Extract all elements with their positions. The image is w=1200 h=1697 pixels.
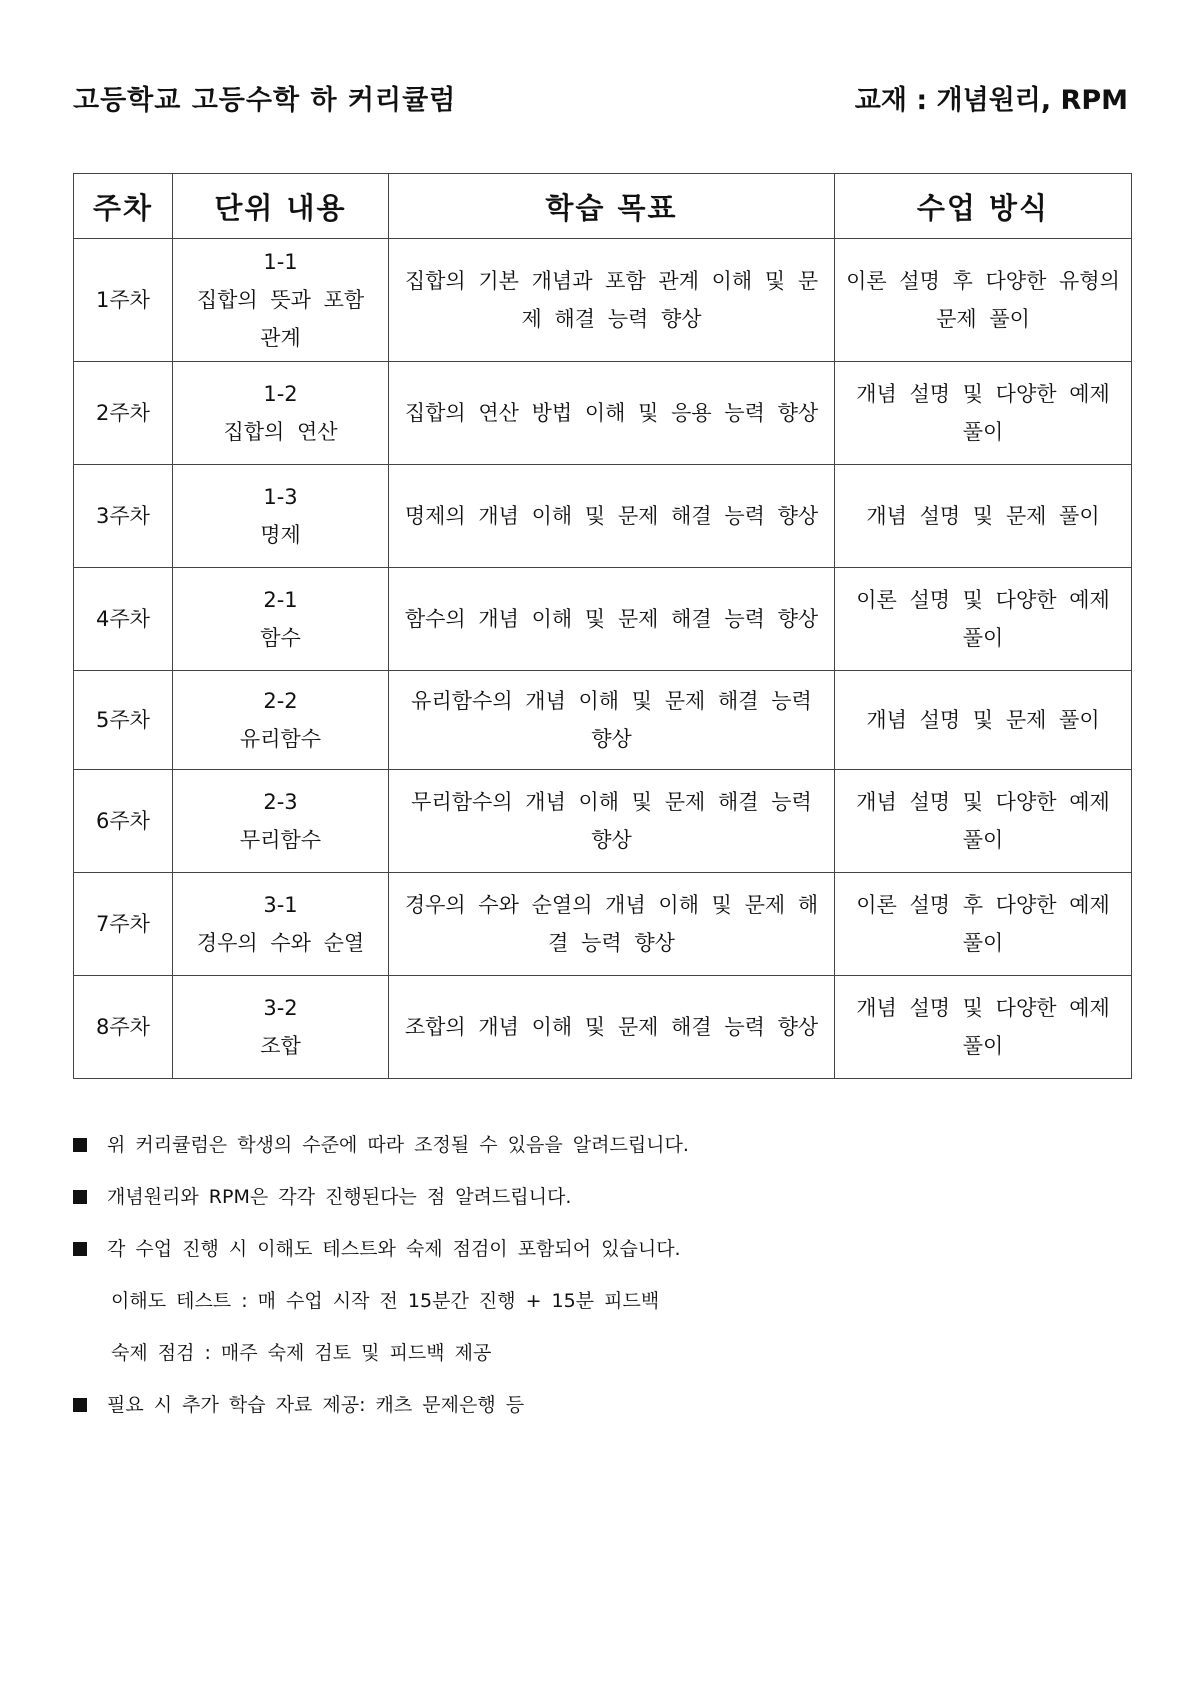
unit-cell xyxy=(173,362,389,465)
goal-cell: 집합의 연산 방법 이해 및 응용 능력 향상 xyxy=(389,362,835,465)
goal-cell: 조합의 개념 이해 및 문제 해결 능력 향상 xyxy=(389,976,835,1079)
column-header-goal: 학습 목표 xyxy=(389,174,835,239)
note-item xyxy=(73,1385,1133,1437)
goal-cell: 유리함수의 개념 이해 및 문제 해결 능력 향상 xyxy=(389,671,835,770)
square-bullet-icon xyxy=(73,1242,87,1256)
note-text: 필요 시 추가 학습 자료 제공: 캐츠 문제은행 등 xyxy=(107,1394,525,1416)
unit-code: 1-3 xyxy=(263,485,298,509)
table-row xyxy=(74,770,1132,873)
square-bullet-icon xyxy=(73,1190,87,1204)
method-cell: 이론 설명 후 다양한 예제 풀이 xyxy=(835,873,1132,976)
square-bullet-icon xyxy=(73,1138,87,1152)
method-cell: 이론 설명 후 다양한 유형의 문제 풀이 xyxy=(835,239,1132,362)
week-cell: 3주차 xyxy=(74,465,173,568)
column-header-method: 수업 방식 xyxy=(835,174,1132,239)
unit-code: 3-2 xyxy=(263,996,298,1020)
note-item xyxy=(73,1229,1133,1281)
note-text: 숙제 점검 : 매주 숙제 검토 및 피드백 제공 xyxy=(111,1342,492,1364)
goal-cell: 경우의 수와 순열의 개념 이해 및 문제 해결 능력 향상 xyxy=(389,873,835,976)
unit-cell xyxy=(173,568,389,671)
note-item xyxy=(73,1125,1133,1177)
unit-name: 조합 xyxy=(260,1034,301,1058)
note-text: 이해도 테스트 : 매 수업 시작 전 15분간 진행 + 15분 피드백 xyxy=(111,1290,660,1312)
unit-cell xyxy=(173,239,389,362)
column-header-week: 주차 xyxy=(74,174,173,239)
note-sub-item xyxy=(73,1333,1133,1385)
goal-cell: 명제의 개념 이해 및 문제 해결 능력 향상 xyxy=(389,465,835,568)
method-cell: 이론 설명 및 다양한 예제 풀이 xyxy=(835,568,1132,671)
table-row xyxy=(74,465,1132,568)
table-row xyxy=(74,976,1132,1079)
unit-name: 경우의 수와 순열 xyxy=(196,931,365,955)
week-cell: 7주차 xyxy=(74,873,173,976)
note-text: 각 수업 진행 시 이해도 테스트와 숙제 점검이 포함되어 있습니다. xyxy=(107,1238,681,1260)
week-cell: 4주차 xyxy=(74,568,173,671)
curriculum-table xyxy=(73,173,1132,1079)
unit-code: 3-1 xyxy=(263,893,298,917)
week-cell: 1주차 xyxy=(74,239,173,362)
goal-cell: 함수의 개념 이해 및 문제 해결 능력 향상 xyxy=(389,568,835,671)
unit-code: 2-3 xyxy=(263,790,298,814)
table-row xyxy=(74,671,1132,770)
method-cell: 개념 설명 및 다양한 예제 풀이 xyxy=(835,362,1132,465)
table-row xyxy=(74,362,1132,465)
unit-name: 유리함수 xyxy=(239,727,322,751)
week-cell: 8주차 xyxy=(74,976,173,1079)
unit-code: 1-2 xyxy=(263,382,298,406)
document-header xyxy=(73,78,1128,122)
method-cell: 개념 설명 및 다양한 예제 풀이 xyxy=(835,770,1132,873)
table-header-row xyxy=(74,174,1132,239)
note-sub-item xyxy=(73,1281,1133,1333)
table-row xyxy=(74,873,1132,976)
note-text: 개념원리와 RPM은 각각 진행된다는 점 알려드립니다. xyxy=(107,1186,572,1208)
unit-name: 명제 xyxy=(260,523,301,547)
week-cell: 5주차 xyxy=(74,671,173,770)
goal-cell: 집합의 기본 개념과 포함 관계 이해 및 문제 해결 능력 향상 xyxy=(389,239,835,362)
unit-name: 집합의 뜻과 포함 관계 xyxy=(196,288,365,350)
unit-cell xyxy=(173,770,389,873)
unit-name: 집합의 연산 xyxy=(223,420,338,444)
table-row xyxy=(74,239,1132,362)
method-cell: 개념 설명 및 문제 풀이 xyxy=(835,671,1132,770)
column-header-unit: 단위 내용 xyxy=(173,174,389,239)
unit-cell xyxy=(173,976,389,1079)
note-text: 위 커리큘럼은 학생의 수준에 따라 조정될 수 있음을 알려드립니다. xyxy=(107,1134,689,1156)
unit-code: 2-1 xyxy=(263,588,298,612)
unit-cell xyxy=(173,465,389,568)
table-row xyxy=(74,568,1132,671)
unit-code: 1-1 xyxy=(263,250,298,274)
method-cell: 개념 설명 및 문제 풀이 xyxy=(835,465,1132,568)
page-title: 고등학교 고등수학 하 커리큘럼 xyxy=(73,85,457,116)
textbook-label: 교재 : 개념원리, RPM xyxy=(854,85,1128,116)
notes-section xyxy=(73,1125,1133,1437)
method-cell: 개념 설명 및 다양한 예제 풀이 xyxy=(835,976,1132,1079)
week-cell: 6주차 xyxy=(74,770,173,873)
goal-cell: 무리함수의 개념 이해 및 문제 해결 능력 향상 xyxy=(389,770,835,873)
unit-cell xyxy=(173,873,389,976)
square-bullet-icon xyxy=(73,1398,87,1412)
unit-cell xyxy=(173,671,389,770)
unit-code: 2-2 xyxy=(263,689,298,713)
unit-name: 무리함수 xyxy=(239,828,322,852)
note-item xyxy=(73,1177,1133,1229)
week-cell: 2주차 xyxy=(74,362,173,465)
unit-name: 함수 xyxy=(260,626,301,650)
